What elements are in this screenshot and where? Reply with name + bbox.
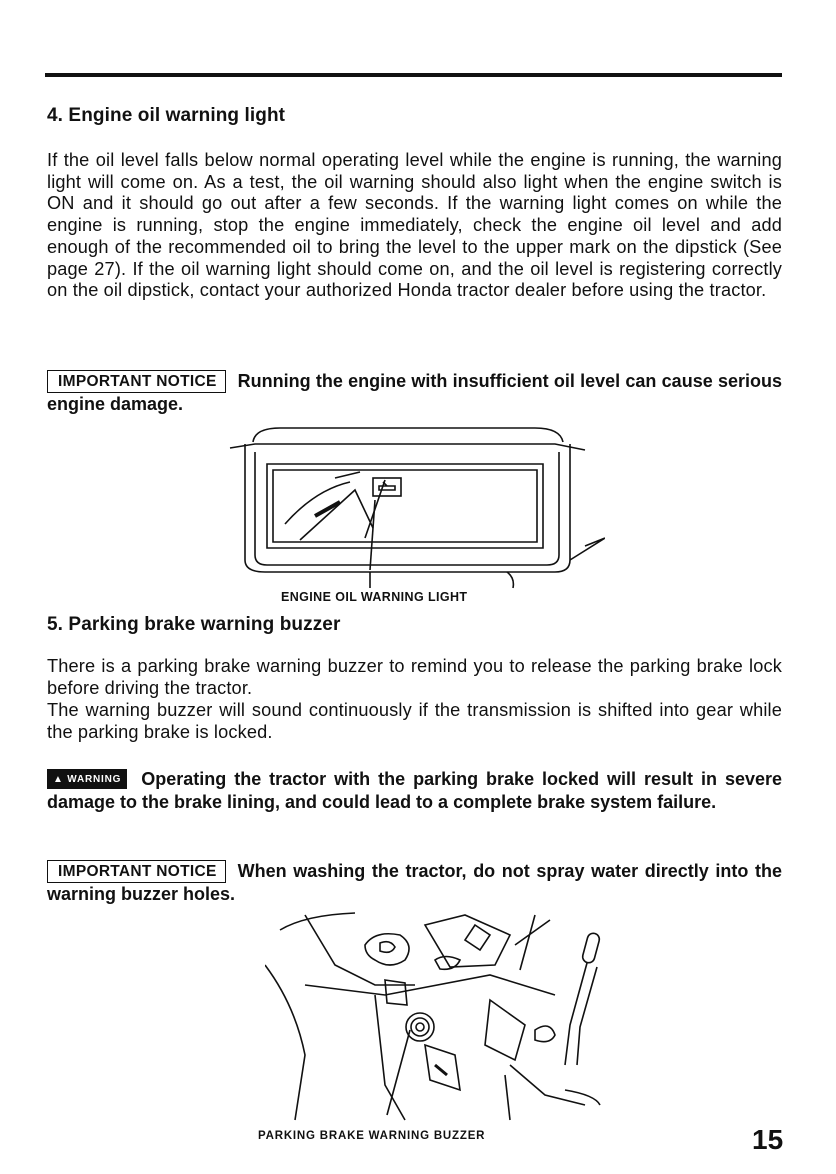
engine-oil-warning-light-figure xyxy=(225,420,605,590)
engine-oil-figure-caption: ENGINE OIL WARNING LIGHT xyxy=(281,590,468,604)
warning-triangle-icon: ▲ xyxy=(53,774,64,785)
section-4-notice xyxy=(47,370,782,416)
parking-brake-figure-caption: PARKING BRAKE WARNING BUZZER xyxy=(258,1130,486,1142)
top-rule xyxy=(45,73,782,77)
section-4-notice-text: Running the engine with insufficient oil level can cause serious engine damage. xyxy=(47,371,782,414)
page-number: 15 xyxy=(752,1124,784,1155)
section-5-heading: 5. Parking brake warning buzzer xyxy=(47,614,341,635)
parking-brake-warning-buzzer-figure xyxy=(265,905,615,1125)
section-5-notice xyxy=(47,860,782,906)
section-4-heading: 4. Engine oil warning light xyxy=(47,105,286,126)
section-5-warning-text: Operating the tractor with the parking brake locked will result in severe damage to the brake lining, and could lead to a complete brake system failure. xyxy=(47,769,782,812)
important-notice-label: IMPORTANT NOTICE xyxy=(47,860,226,883)
section-4-paragraph: If the oil level falls below normal operating level while the engine is running, the warning light will come on. As a test, the oil warning should also light when the engine switch is ON and it should go out after a few seconds. If the warning light comes on while the engine is running, stop the engine immediately, check the engine oil level and add enough of the recommended oil to bring the level to the upper mark on the dipstick (See page 27). If the oil warning light should come on, and the oil level is registering correctly on the oil dipstick, contact your authorized Honda tractor dealer before using the tractor. xyxy=(47,150,782,301)
important-notice-label: IMPORTANT NOTICE xyxy=(47,370,226,393)
section-5-notice-text: When washing the tractor, do not spray water directly into the warning buzzer holes. xyxy=(47,861,782,904)
section-5-paragraph-2: The warning buzzer will sound continuously if the transmission is shifted into gear while the parking brake is locked. xyxy=(47,700,782,742)
section-5-paragraph-1: There is a parking brake warning buzzer to remind you to release the parking brake lock before driving the tractor. xyxy=(47,656,782,698)
section-5-warning xyxy=(47,768,782,813)
warning-label: ▲ WARNING xyxy=(47,769,127,789)
